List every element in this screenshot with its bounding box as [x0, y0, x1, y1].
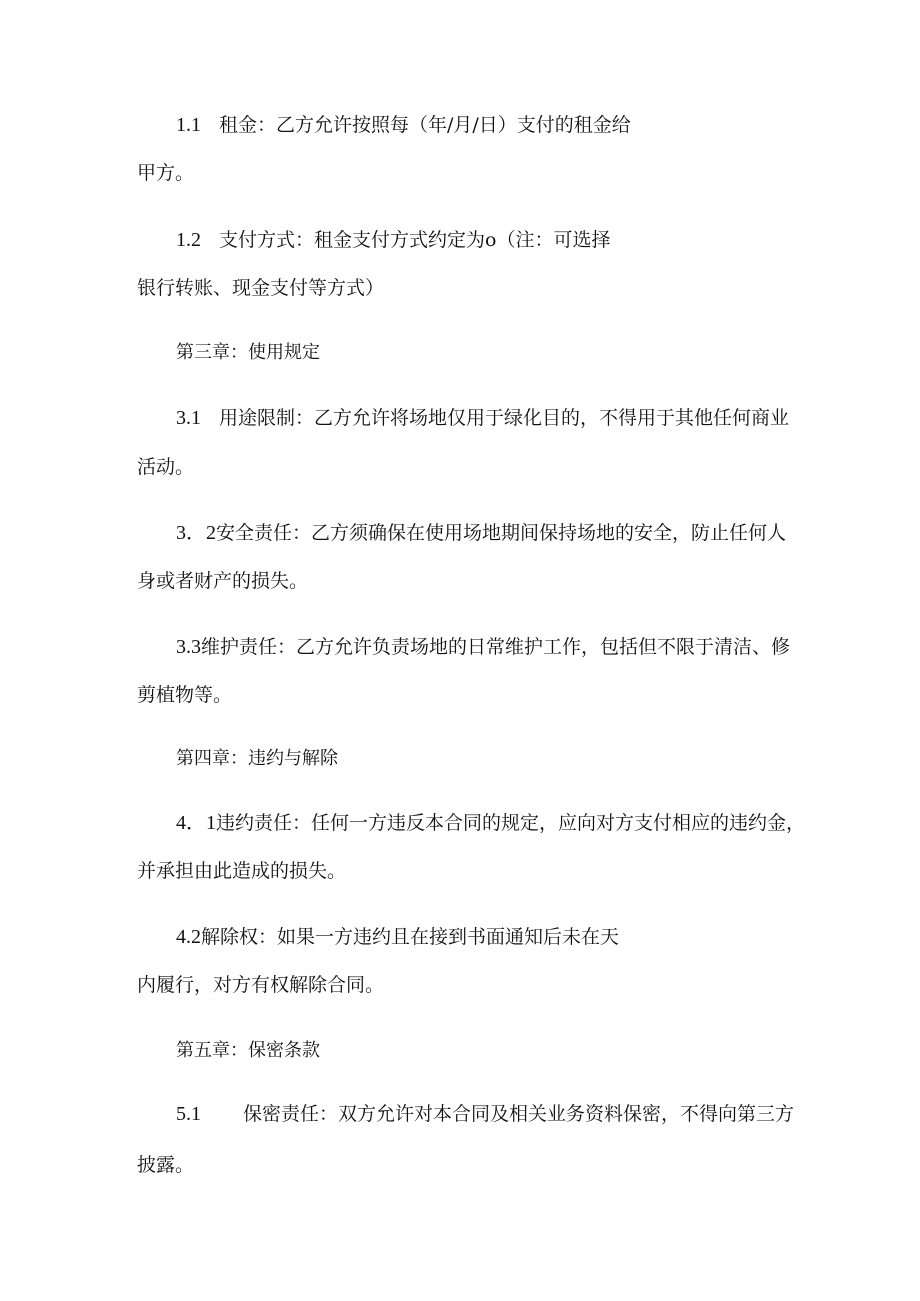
- clause-number: 5.1: [176, 1103, 201, 1125]
- chapter-4-title: 第四章：违约与解除: [176, 748, 338, 769]
- clause-text: 支付方式：租金支付方式约定为o（注：可选择: [219, 229, 611, 251]
- clause-text: 解除权：如果一方违约且在接到书面通知后未在天: [201, 926, 620, 948]
- clause-4-1-continuation: 并承担由此造成的损失。: [137, 860, 347, 882]
- clause-number: 3.1: [176, 407, 201, 429]
- clause-number: 4.2: [176, 926, 201, 948]
- clause-text: 违约责任：任何一方违反本合同的规定，应向对方支付相应的违约金，: [216, 812, 806, 834]
- chapter-5-title: 第五章：保密条款: [176, 1040, 320, 1061]
- clause-number: 1.2: [176, 229, 201, 251]
- clause-number: 1.1: [176, 114, 201, 136]
- clause-text: 维护责任：乙方允许负责场地的日常维护工作，包括但不限于清洁、修: [201, 636, 791, 658]
- clause-4-2-continuation: 内履行，对方有权解除合同。: [137, 974, 385, 996]
- clause-text: 保密责任：双方允许对本合同及相关业务资料保密，不得向第三方: [243, 1103, 795, 1125]
- clause-3-3-continuation: 剪植物等。: [137, 684, 233, 706]
- clause-text: 租金：乙方允许按照每（年/月/日）支付的租金给: [219, 114, 631, 136]
- clause-number: 3．2: [176, 522, 216, 544]
- clause-text: 安全责任：乙方须确保在使用场地期间保持场地的安全，防止任何人: [216, 522, 787, 544]
- chapter-3-title: 第三章：使用规定: [176, 342, 320, 363]
- clause-5-1-continuation: 披露。: [137, 1154, 195, 1176]
- clause-4-2-first-line: [176, 924, 619, 950]
- clause-3-1-continuation: 活动。: [137, 456, 195, 478]
- clause-1-1-continuation: 甲方。: [137, 162, 195, 184]
- clause-1-2-continuation: 银行转账、现金支付等方式）: [137, 277, 385, 299]
- clause-3-2-first-line: [176, 520, 786, 546]
- clause-5-1-first-line: [176, 1101, 794, 1127]
- clause-number: 3.3: [176, 636, 201, 658]
- clause-3-2-continuation: 身或者财产的损失。: [137, 570, 309, 592]
- clause-number: 4．1: [176, 812, 216, 834]
- clause-1-1-first-line: [176, 112, 631, 138]
- clause-4-1-first-line: [176, 810, 805, 836]
- clause-3-1-first-line: [176, 405, 789, 431]
- clause-text: 用途限制：乙方允许将场地仅用于绿化目的，不得用于其他任何商业: [219, 407, 790, 429]
- clause-1-2-first-line: [176, 227, 610, 253]
- clause-3-3-first-line: [176, 634, 790, 660]
